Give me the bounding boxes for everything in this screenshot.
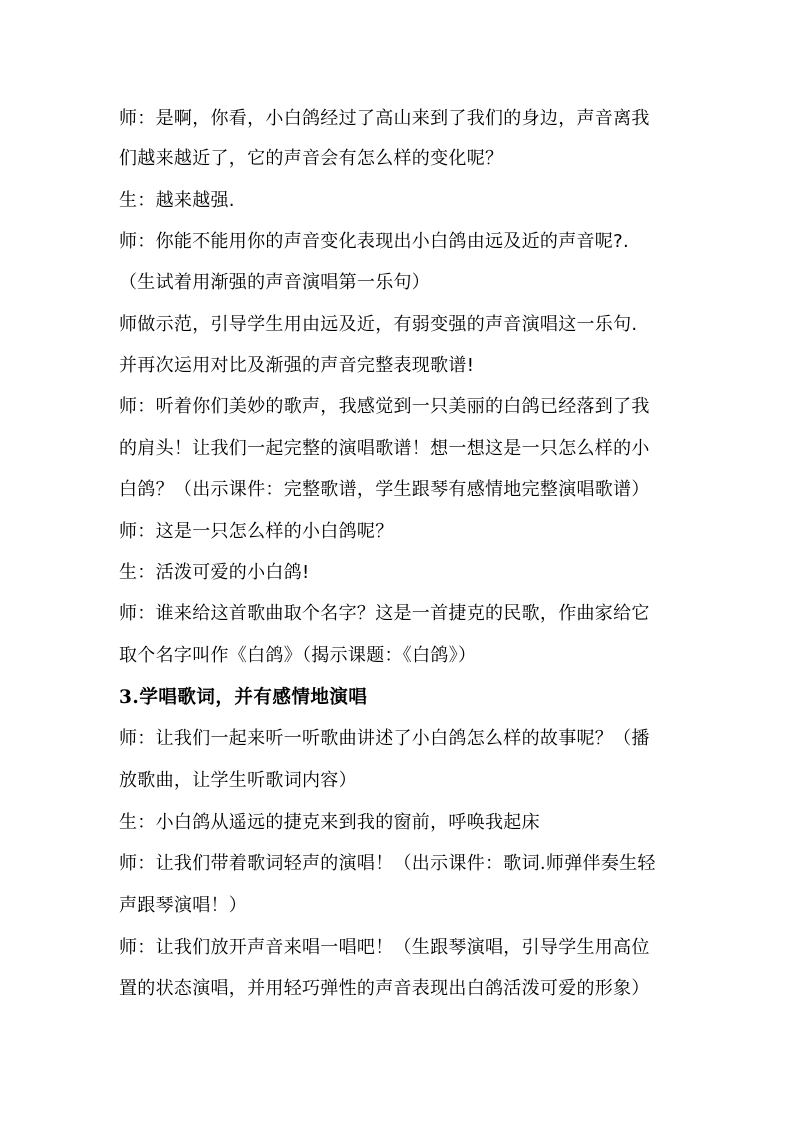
paragraph-line: 师：让我们一起来听一听歌曲讲述了小白鸽怎么样的故事呢？（播 [119, 728, 650, 749]
paragraph-line: 师：听着你们美妙的歌声，我感觉到一只美丽的白鸽已经落到了我 [119, 396, 650, 417]
paragraph-line: 师：让我们放开声音来唱一唱吧！（生跟琴演唱，引导学生用高位 [119, 937, 650, 958]
paragraph-line: 声跟琴演唱！） [119, 895, 248, 916]
section-heading: 3.学唱歌词，并有感情地演唱 [119, 687, 368, 708]
paragraph-line: 生：活泼可爱的小白鸽! [119, 562, 310, 583]
paragraph-line: 师：让我们带着歌词轻声的演唱！（出示课件：歌词.师弹伴奏生轻 [119, 853, 656, 874]
paragraph-line: 取个名字叫作《白鸽》（揭示课题：《白鸽》） [119, 645, 477, 666]
paragraph-line: 生：小白鸽从遥远的捷克来到我的窗前，呼唤我起床 [119, 812, 540, 833]
paragraph-line: 师：你能不能用你的声音变化表现出小白鸽由远及近的声音呢?. [119, 231, 629, 252]
paragraph-line: 置的状态演唱，并用轻巧弹性的声音表现出白鸽活泼可爱的形象） [119, 978, 650, 999]
paragraph-line: 们越来越近了，它的声音会有怎么样的变化呢？ [119, 148, 504, 169]
paragraph-line: 师：谁来给这首歌曲取个名字？这是一首捷克的民歌，作曲家给它 [119, 603, 650, 624]
paragraph-line: （生试着用渐强的声音演唱第一乐句） [119, 272, 431, 293]
paragraph-line: 的肩头！让我们一起完整的演唱歌谱！想一想这是一只怎么样的小 [119, 438, 650, 459]
paragraph-line: 白鸽？（出示课件：完整歌谱，学生跟琴有感情地完整演唱歌谱） [119, 479, 650, 500]
paragraph-line: 放歌曲，让学生听歌词内容） [119, 770, 357, 791]
paragraph-line: 师：这是一只怎么样的小白鸽呢？ [119, 521, 394, 542]
paragraph-line: 师：是啊，你看，小白鸽经过了高山来到了我们的身边，声音离我 [119, 108, 650, 129]
paragraph-line: 师做示范，引导学生用由远及近，有弱变强的声音演唱这一乐句. [119, 314, 638, 335]
paragraph-line: 生：越来越强. [119, 190, 235, 211]
paragraph-line: 并再次运用对比及渐强的声音完整表现歌谱! [119, 355, 475, 376]
